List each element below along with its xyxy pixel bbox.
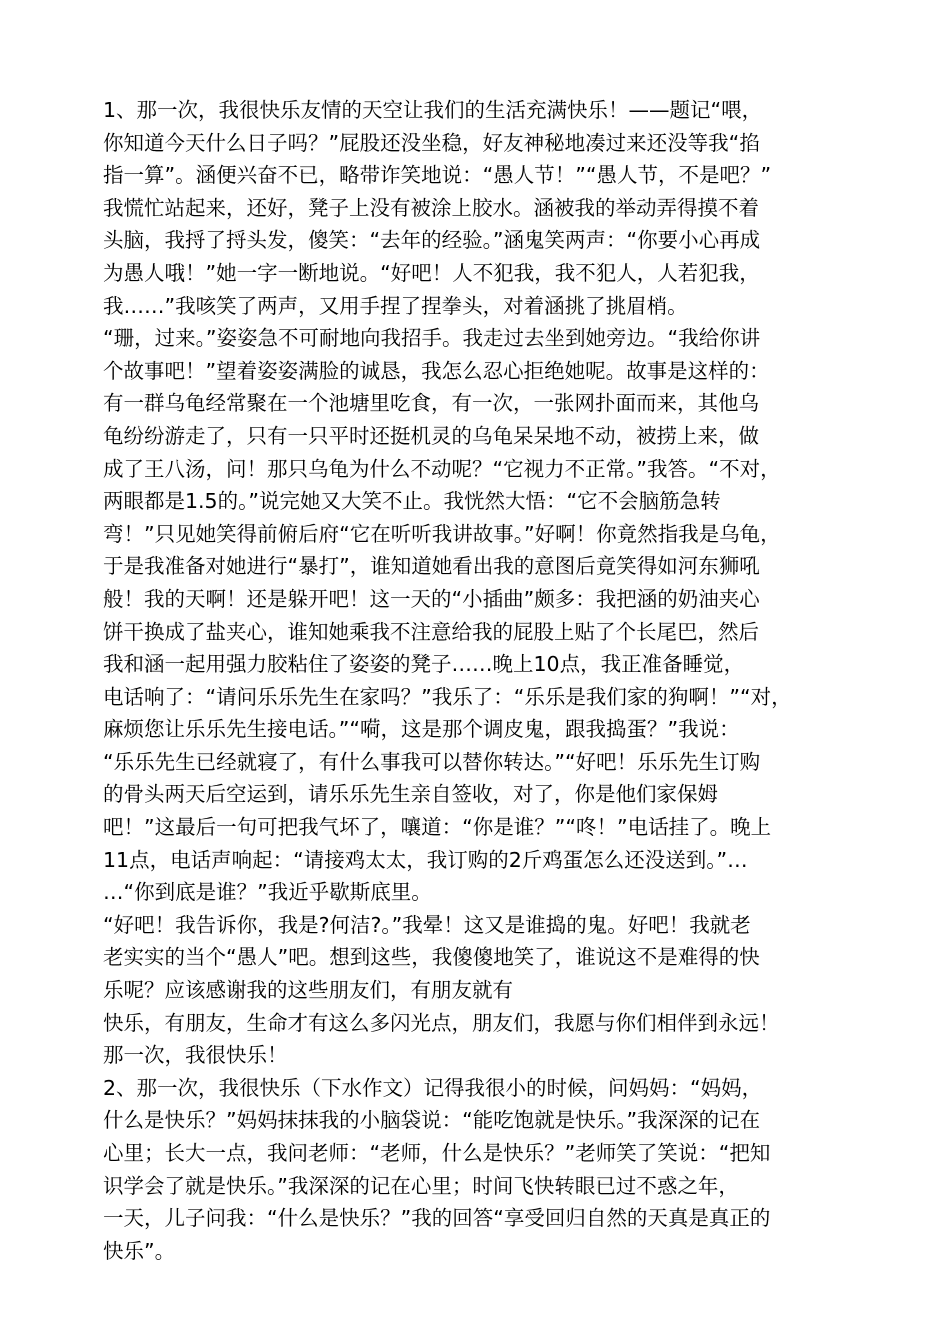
text-line-19: 电话响了：“请问乐乐先生在家吗？”我乐了：“乐乐是我们家的狗啊！”“对， (103, 684, 792, 709)
text-line-18: 我和涵一起用强力胶粘住了姿姿的凳子……晚上10点，我正准备睡觉， (103, 652, 745, 677)
text-line-23: 吧！”这最后一句可把我气坏了，嚷道：“你是谁？”“咚！”电话挂了。晚上 (103, 815, 772, 840)
text-line-14: 弯！”只见她笑得前俯后府“它在听听我讲故事。”好啊！你竟然指我是乌龟， (103, 521, 781, 546)
text-line-3: 指一算”。涵便兴奋不已，略带诈笑地说：“愚人节！”“愚人节，不是吧？” (103, 163, 772, 188)
text-line-15: 于是我准备对她进行“暴打”，谁知道她看出我的意图后竟笑得如河东狮吼 (103, 554, 760, 579)
text-line-25: …“你到底是谁？”我近乎歇斯底里。 (103, 880, 432, 905)
text-line-33: 心里；长大一点，我问老师：“老师，什么是快乐？”老师笑了笑说：“把知 (103, 1141, 771, 1165)
text-line-10: 有一群乌龟经常聚在一个池塘里吃食，有一次，一张网扑面而来，其他乌 (103, 391, 759, 416)
text-line-11: 龟纷纷游走了，只有一只平时还挺机灵的乌龟呆呆地不动，被捞上来，做 (103, 423, 759, 448)
text-line-4: 我慌忙站起来，还好，凳子上没有被涂上胶水。涵被我的举动弄得摸不着 (103, 195, 759, 220)
text-line-32: 什么是快乐？”妈妈抹抹我的小脑袋说：“能吃饱就是快乐。”我深深的记在 (103, 1108, 761, 1133)
text-line-22: 的骨头两天后空运到，请乐乐先生亲自签收，对了，你是他们家保姆 (103, 782, 718, 807)
text-line-1: 1、那一次，我很快乐友情的天空让我们的生活充满快乐！——题记“喂， (103, 98, 763, 122)
text-line-29: 快乐，有朋友，生命才有这么多闪光点，朋友们，我愿与你们相伴到永远！ (103, 1010, 780, 1035)
text-line-17: 饼干换成了盐夹心，谁知她乘我不注意给我的屁股上贴了个长尾巴，然后 (103, 619, 759, 644)
text-line-34: 识学会了就是快乐。”我深深的记在心里；时间飞快转眼已过不惑之年， (103, 1173, 739, 1198)
text-line-21: “乐乐先生已经就寝了，有什么事我可以替你转达。”“好吧！乐乐先生订购 (103, 749, 761, 774)
text-line-35: 一天，儿子问我：“什么是快乐？”我的回答“享受回归自然的天真是真正的 (103, 1206, 771, 1231)
text-line-12: 成了王八汤，问！那只乌龟为什么不动呢？“它视力不正常。”我答。“不对， (103, 456, 781, 481)
text-line-30: 那一次，我很快乐！ (103, 1043, 288, 1068)
text-line-26: “好吧！我告诉你，我是?何洁?。”我晕！这又是谁捣的鬼。好吧！我就老 (103, 912, 751, 937)
text-line-36: 快乐”。 (103, 1238, 176, 1263)
text-line-6: 为愚人哦！”她一字一断地说。“好吧！人不犯我，我不犯人，人若犯我， (103, 260, 760, 285)
text-line-13: 两眼都是1.5的。”说完她又大笑不止。我恍然大悟：“它不会脑筋急转 (103, 489, 721, 514)
text-line-2: 你知道今天什么日子吗？”屁股还没坐稳，好友神秘地凑过来还没等我“掐 (103, 130, 760, 155)
text-line-20: 麻烦您让乐乐先生接电话。”“嗬，这是那个调皮鬼，跟我捣蛋？”我说： (103, 717, 740, 742)
essay-text (103, 94, 868, 1267)
text-line-16: 般！我的天啊！还是躲开吧！这一天的“小插曲”颇多：我把涵的奶油夹心 (103, 586, 760, 611)
text-line-5: 头脑，我捋了捋头发，傻笑：“去年的经验。”涵鬼笑两声：“你要小心再成 (103, 228, 761, 253)
text-line-7: 我……”我咳笑了两声，又用手捏了捏拳头，对着涵挑了挑眉梢。 (103, 293, 688, 318)
text-line-31: 2、那一次，我很快乐（下水作文）记得我很小的时候，问妈妈：“妈妈， (103, 1075, 763, 1100)
text-line-27: 老实实的当个“愚人”吧。想到这些，我傻傻地笑了，谁说这不是难得的快 (103, 945, 760, 970)
text-line-28: 乐呢？应该感谢我的这些朋友们，有朋友就有 (103, 978, 513, 1003)
text-line-9: 个故事吧！”望着姿姿满脸的诚恳，我怎么忍心拒绝她呢。故事是这样的： (103, 358, 770, 383)
text-line-8: “珊，过来。”姿姿急不可耐地向我招手。我走过去坐到她旁边。“我给你讲 (103, 326, 761, 351)
text-line-24: 11点，电话声响起：“请接鸡太太，我订购的2斤鸡蛋怎么还没送到。”… (103, 847, 748, 872)
